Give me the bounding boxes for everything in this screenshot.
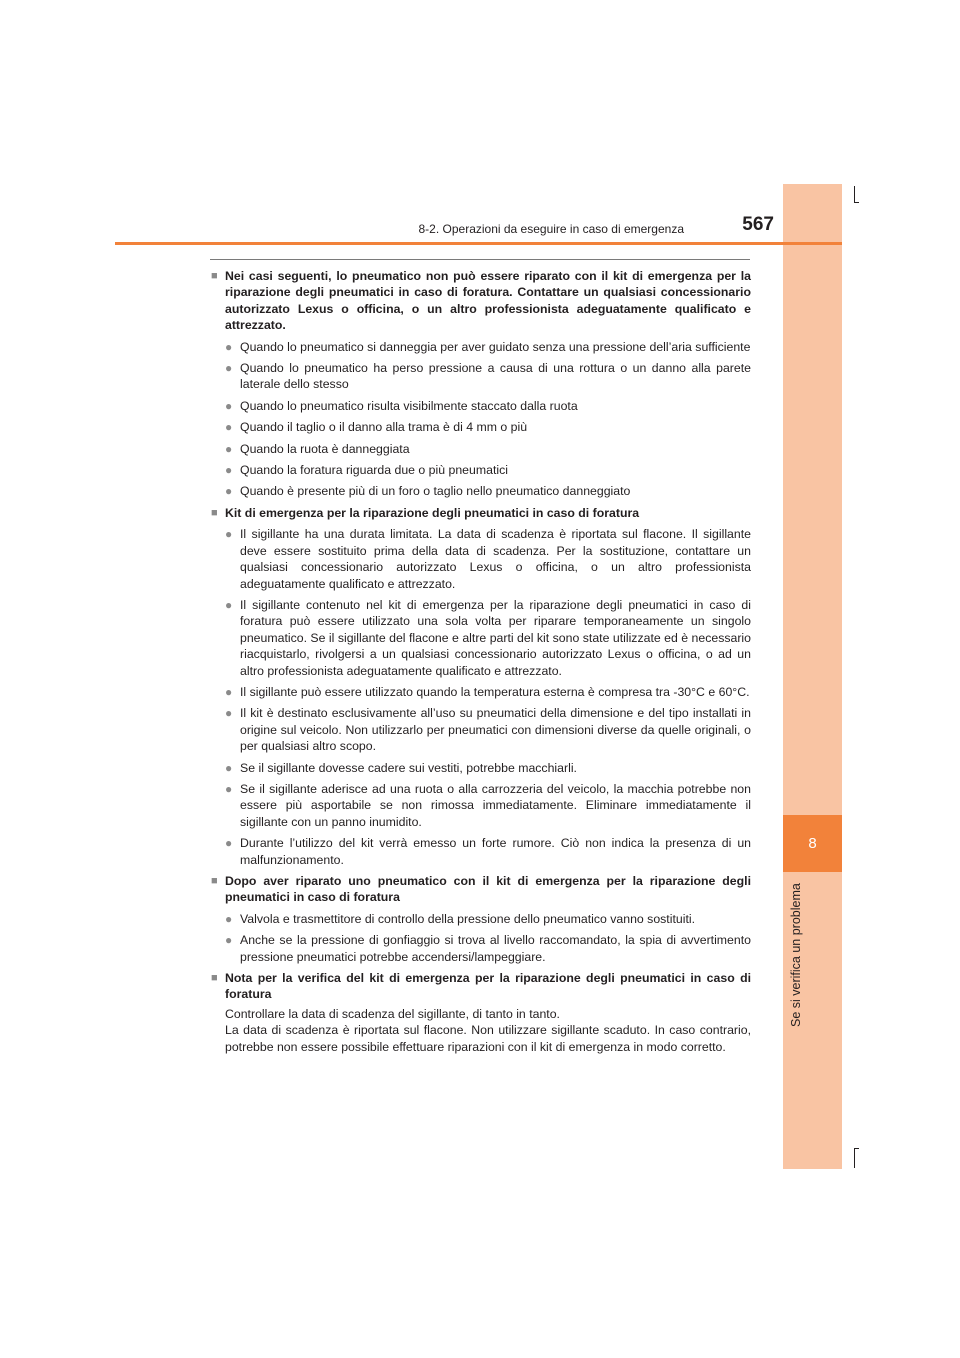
list-item: ● Anche se la pressione di gonfiaggio si trova al livello raccomandato, la spia di avvertimento pressione pneumatici potrebbe accendersi/lampeggiare.	[225, 933, 751, 964]
crop-mark-bottom-right	[854, 1148, 855, 1168]
crop-mark-top-right	[854, 186, 855, 203]
section-heading: ■ Nota per la verifica del kit di emergenza per la riparazione degli pneumatici in caso di foratura	[211, 971, 751, 1002]
circle-bullet-icon: ●	[225, 911, 233, 926]
circle-bullet-icon: ●	[225, 441, 233, 456]
circle-bullet-icon: ●	[225, 361, 233, 376]
circle-bullet-icon: ●	[225, 398, 233, 413]
square-bullet-icon: ■	[211, 875, 218, 887]
crop-mark-bottom-right-tick	[854, 1148, 859, 1149]
square-bullet-icon: ■	[211, 270, 218, 282]
content-top-rule	[210, 259, 750, 260]
square-bullet-icon: ■	[211, 972, 218, 985]
section-title: 8-2. Operazioni da eseguire in caso di emergenza	[418, 222, 684, 236]
list-item: ● Quando lo pneumatico si danneggia per aver guidato senza una pressione dell’aria sufficiente	[225, 339, 751, 354]
crop-mark-top-right-tick	[854, 202, 859, 203]
note-paragraph: La data di scadenza è riportata sul flacone. Non utilizzare sigillante scaduto. In caso contrario, potrebbe non essere possibile effettuare riparazioni con il kit di emergenza in modo corretto.	[225, 1023, 751, 1054]
list-item: ● Il sigillante può essere utilizzato quando la temperatura esterna è compresa tra -30°C e 60°C.	[225, 684, 750, 699]
circle-bullet-icon: ●	[225, 463, 233, 478]
square-bullet-icon: ■	[211, 506, 218, 519]
circle-bullet-icon: ●	[225, 484, 233, 499]
section-heading: ■ Dopo aver riparato uno pneumatico con il kit di emergenza per la riparazione degli pneumatici in caso di foratura	[211, 874, 751, 905]
list-item: ● Valvola e trasmettitore di controllo della pressione dello pneumatico vanno sostituiti.	[225, 911, 696, 926]
circle-bullet-icon: ●	[225, 760, 233, 775]
list-item: ● Il kit è destinato esclusivamente all’uso su pneumatici della dimensione e del tipo installati in origine sul veicolo. Non utilizzarlo per pneumatici con dimensioni diverse da quelle originali, o per qualsiasi altro scopo.	[225, 706, 751, 754]
circle-bullet-icon: ●	[225, 420, 233, 435]
header-accent-line	[115, 242, 842, 245]
chapter-number: 8	[808, 835, 817, 852]
list-item: ● Quando lo pneumatico risulta visibilmente staccato dalla ruota	[225, 398, 578, 413]
list-item: ● Quando è presente più di un foro o taglio nello pneumatico danneggiato	[225, 484, 631, 499]
page-content	[211, 268, 751, 1055]
list-item: ● Quando il taglio o il danno alla trama è di 4 mm o più	[225, 420, 528, 435]
circle-bullet-icon: ●	[225, 339, 233, 354]
note-text	[225, 1006, 751, 1055]
list-item: ● Quando la ruota è danneggiata	[225, 441, 410, 456]
chapter-title: Se si verifica un problema	[789, 883, 803, 1028]
list-item: ● Quando la foratura riguarda due o più pneumatici	[225, 463, 508, 478]
page-number: 567	[742, 214, 774, 235]
section-heading: ■ Nei casi seguenti, lo pneumatico non può essere riparato con il kit di emergenza per la riparazione degli pneumatici in caso di foratura. Contattare un qualsiasi concessionario autorizzato Lexus o officina, o un altro professionista adeguatamente qualificato e attrezzato.	[211, 269, 751, 333]
note-paragraph: Controllare la data di scadenza del sigillante, di tanto in tanto.	[225, 1006, 560, 1021]
circle-bullet-icon: ●	[225, 781, 233, 796]
list-item: ● Se il sigillante aderisce ad una ruota o alla carrozzeria del veicolo, la macchia potrebbe non essere più asportabile se non rimossa immediatamente. Eliminare immediatamente il sigillante con un panno inumidito.	[225, 781, 751, 829]
chapter-number-tab[interactable]	[783, 815, 842, 872]
circle-bullet-icon: ●	[225, 597, 233, 612]
circle-bullet-icon: ●	[225, 527, 233, 542]
circle-bullet-icon: ●	[225, 706, 233, 721]
circle-bullet-icon: ●	[225, 684, 233, 699]
list-item: ● Il sigillante ha una durata limitata. La data di scadenza è riportata sul flacone. Il sigillante deve essere sostituito prima della data di scadenza. Per la sostituzione, contattare un qualsiasi concessionario autorizzato Lexus o officina, o un altro professionista adeguatamente qualificato e attrezzato.	[225, 527, 751, 591]
list-item: ● Durante l’utilizzo del kit verrà emesso un forte rumore. Ciò non indica la presenza di un malfunzionamento.	[225, 836, 751, 867]
list-item: ● Quando lo pneumatico ha perso pressione a causa di una rottura o un danno alla parete laterale dello stesso	[225, 361, 751, 392]
section-heading: ■ Kit di emergenza per la riparazione degli pneumatici in caso di foratura	[211, 505, 640, 520]
list-item: ● Il sigillante contenuto nel kit di emergenza per la riparazione degli pneumatici in caso di foratura può essere utilizzato una sola volta per riparare temporaneamente un singolo pneumatico. Se il sigillante del flacone e altre parti del kit sono state utilizzate ed è necessario riacquistarlo, rivolgersi a un qualsiasi concessionario autorizzato Lexus o officina, o ad un altro professionista adeguatamente qualificato e attrezzato.	[225, 597, 751, 678]
circle-bullet-icon: ●	[225, 933, 233, 948]
circle-bullet-icon: ●	[225, 836, 233, 851]
list-item: ● Se il sigillante dovesse cadere sui vestiti, potrebbe macchiarli.	[225, 760, 577, 775]
